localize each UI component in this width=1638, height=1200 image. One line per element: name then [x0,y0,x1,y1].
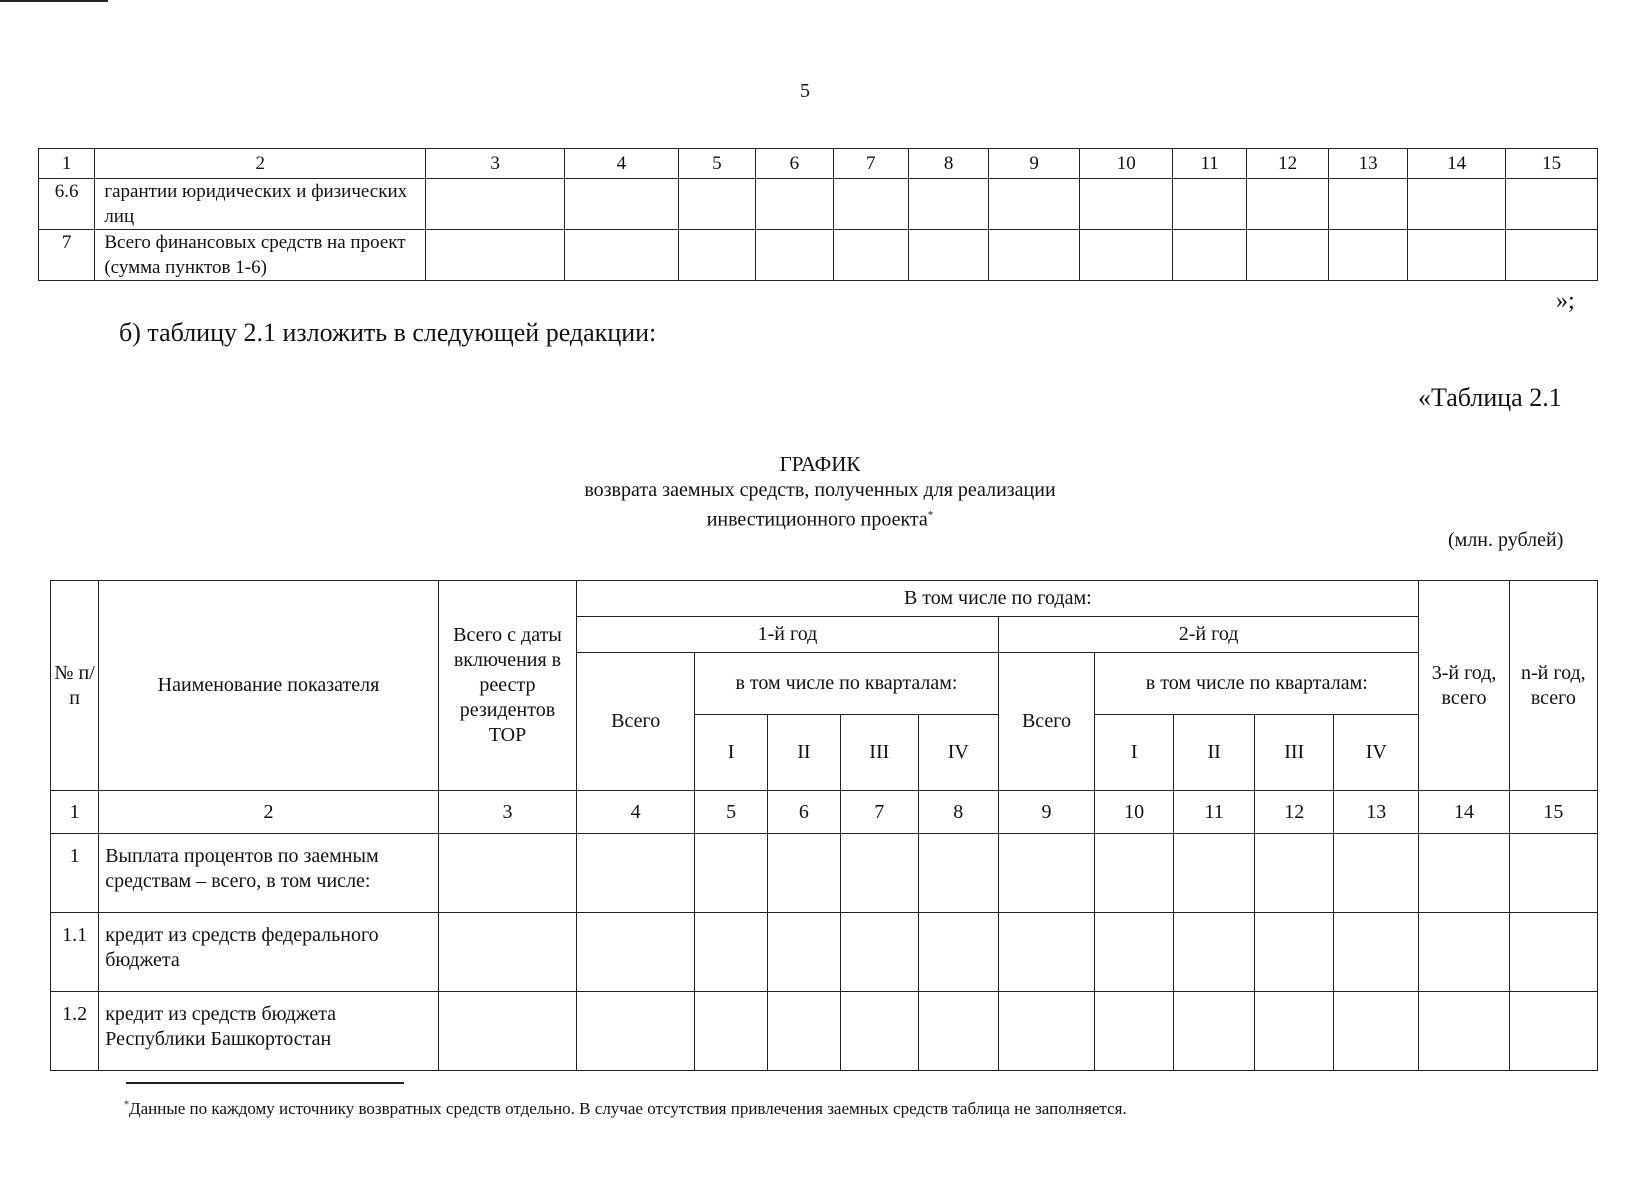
column-number: 15 [1506,149,1598,179]
column-number: 1 [51,791,99,834]
instruction-text: б) таблицу 2.1 изложить в следующей редакции: [119,318,657,347]
column-number: 14 [1407,149,1506,179]
row-name: Выплата процентов по заемным средствам – всего, в том числе: [99,834,439,913]
row-number: 1.2 [51,992,99,1071]
column-number: 10 [1095,791,1174,834]
table-row [51,834,1598,913]
repayment-schedule-table [50,580,1598,1071]
table-header-row [39,149,1598,179]
row-number: 1.1 [51,913,99,992]
column-number: 7 [840,791,918,834]
table-row [39,179,1598,230]
column-number: 11 [1173,149,1246,179]
row-number: 7 [39,230,95,281]
column-number: 9 [998,791,1094,834]
header-year1-quarters: в том числе по кварталам: [695,653,999,715]
header-year1: 1-й год [577,617,999,653]
column-number: 3 [426,149,565,179]
column-number: 4 [577,791,695,834]
column-number: 2 [99,791,439,834]
continued-table [38,148,1598,281]
header-year2-total: Всего [998,653,1094,791]
corner-rule [0,0,108,2]
column-number: 8 [908,149,988,179]
column-number: 1 [39,149,95,179]
table-row [39,230,1598,281]
header-year2: 2-й год [998,617,1419,653]
row-name: гарантии юридических и физических лиц [95,179,426,230]
column-number: 10 [1079,149,1173,179]
footnote [124,1099,1127,1119]
column-number: 4 [565,149,679,179]
table-row [51,913,1598,992]
quarter-header: IV [1334,715,1419,791]
quarter-header: III [1255,715,1334,791]
header-year1-total: Всего [577,653,695,791]
footnote-text: Данные по каждому источнику возвратных средств отдельно. В случае отсутствия привлечения заемных средств таблица не заполняется. [129,1099,1127,1118]
column-number: 8 [918,791,998,834]
subtitle-line-2: инвестиционного проекта* [706,508,934,531]
footnote-mark: * [927,509,934,521]
column-number: 9 [989,149,1080,179]
page-number: 5 [800,80,810,102]
quarter-header: I [695,715,768,791]
column-number: 5 [695,791,768,834]
column-number: 11 [1174,791,1255,834]
footnote-separator [126,1082,404,1084]
row-name: кредит из средств федерального бюджета [99,913,439,992]
column-number: 7 [833,149,908,179]
header-year2-quarters: в том числе по кварталам: [1095,653,1419,715]
title-line: ГРАФИК [779,452,861,476]
quarter-header: II [767,715,840,791]
header-name: Наименование показателя [99,581,439,791]
header-num: № п/п [51,581,99,791]
quarter-header: III [840,715,918,791]
column-number: 2 [95,149,426,179]
footnote-mark: * [124,1099,129,1111]
row-number: 6.6 [39,179,95,230]
quarter-header: I [1095,715,1174,791]
row-number: 1 [51,834,99,913]
quarter-header: IV [918,715,998,791]
closing-quote: »; [1556,288,1575,314]
header-by-years: В том числе по годам: [577,581,1419,617]
table-row [51,992,1598,1071]
column-number: 5 [678,149,755,179]
column-number-row [51,791,1598,834]
row-name: Всего финансовых средств на проект (сумма пунктов 1-6) [95,230,426,281]
table-label: «Таблица 2.1 [1418,383,1562,412]
header-yearn: n-й год, всего [1509,581,1597,791]
column-number: 13 [1329,149,1407,179]
column-number: 6 [767,791,840,834]
column-number: 12 [1246,149,1328,179]
header-year3: 3-й год, всего [1419,581,1509,791]
column-number: 14 [1419,791,1509,834]
header-total-since: Всего с даты включения в реестр резидентов ТОР [438,581,576,791]
column-number: 3 [438,791,576,834]
column-number: 6 [756,149,833,179]
row-name: кредит из средств бюджета Республики Башкортостан [99,992,439,1071]
column-number: 13 [1334,791,1419,834]
subtitle-line: возврата заемных средств, полученных для реализации [584,479,1056,501]
schedule-title [500,450,1140,533]
quarter-header: II [1174,715,1255,791]
column-number: 15 [1509,791,1597,834]
units-note: (млн. рублей) [1448,529,1564,551]
column-number: 12 [1255,791,1334,834]
